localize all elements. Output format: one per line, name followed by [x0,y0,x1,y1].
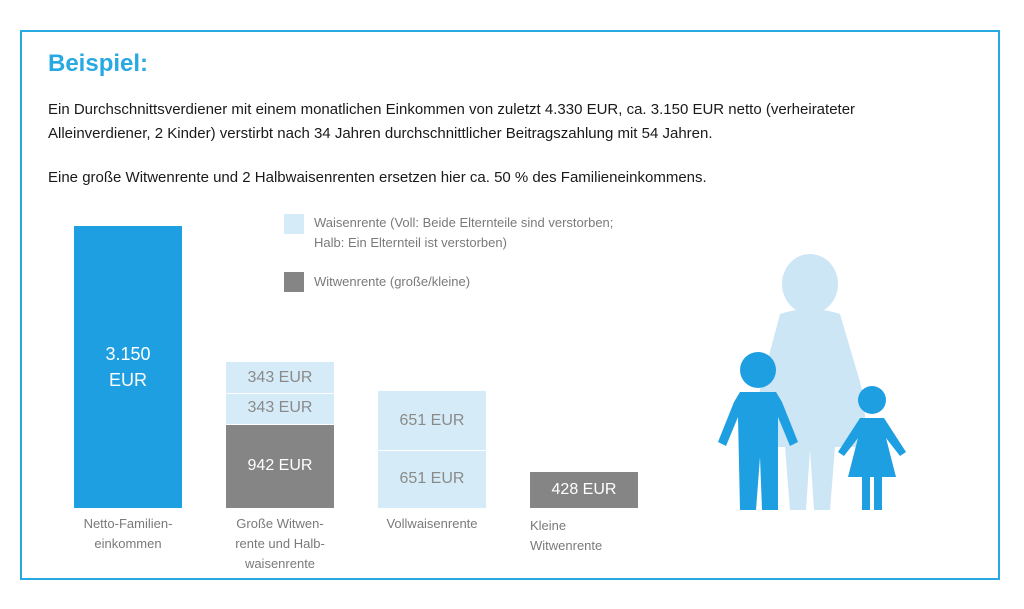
example-heading: Beispiel: [48,50,149,77]
bar-value-label: 942 EUR [247,456,313,474]
category-label: Netto-Familien- einkommen [83,516,173,551]
category-label: Große Witwen- rente und Halb- waisenrente [235,516,325,571]
bar-segment-witwen [226,424,334,508]
legend-label-waisenrente: Waisenrente (Voll: Beide Elternteile sind verstorben; Halb: Ein Elternteil ist verstorben) [314,215,614,250]
legend-swatch-witwenrente [284,272,304,292]
bar-segment-waisen [226,393,334,424]
bar-segment-netto [74,226,182,508]
bar-value-label: 3.150 EUR [105,344,151,390]
category-label: Kleine Witwenrente [530,518,603,553]
bar-segment-waisen [226,362,334,393]
bar-value-label: 343 EUR [247,368,313,386]
bar-value-label: 428 EUR [551,481,617,498]
legend-swatch-waisenrente [284,214,304,234]
bar-value-label: 651 EUR [399,411,465,429]
summary-text: Eine große Witwenrente und 2 Halbwaisenrenten ersetzen hier ca. 50 % des Familieneinkommens. [48,169,707,186]
bar-segment-witwen [530,472,638,508]
category-label: Vollwaisenrente [386,516,478,531]
bar-value-label: 343 EUR [247,399,313,417]
bar-segment-waisen [378,391,486,449]
bar-value-label: 651 EUR [399,469,465,487]
intro-text: Ein Durchschnittsverdiener mit einem monatlichen Einkommen von zuletzt 4.330 EUR, ca. 3.150 EUR netto (verheirateter Alleinverdiener, 2 Kinder) verstirbt nach 34 Jahren durchschnittlicher Beitragszahlung mit 54 Jahren. [48,101,856,142]
bar-segment-waisen [378,450,486,508]
family-illustration [710,252,910,514]
legend-label-witwenrente: Witwenrente (große/kleine) [314,274,471,289]
